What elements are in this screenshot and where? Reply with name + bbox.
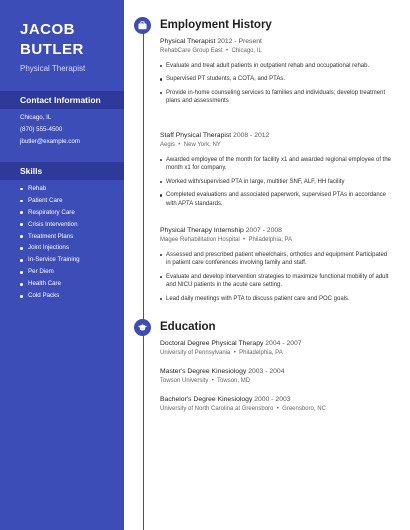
skill-item: Respiratory Care bbox=[20, 207, 80, 219]
school-location: Towson, MD bbox=[217, 378, 251, 384]
graduation-cap-icon bbox=[134, 319, 151, 336]
job-role: Physical Therapy Internship bbox=[160, 227, 244, 234]
job-dates: 2007 - 2008 bbox=[245, 227, 282, 234]
job-role: Physical Therapist bbox=[160, 38, 216, 45]
skills-list bbox=[20, 183, 80, 302]
job-entry-title bbox=[160, 227, 282, 234]
skills-heading: Skills bbox=[20, 166, 43, 176]
job-role: Staff Physical Therapist bbox=[160, 132, 232, 139]
school-name: University of Pennsylvania bbox=[160, 350, 231, 356]
bullet-item: Worked with/supervised PTA in large, multitier SNF, ALF, HH facility bbox=[166, 178, 392, 186]
job-employer: Aegis • New York, NY bbox=[160, 142, 221, 148]
job-dates: 2012 - Present bbox=[217, 38, 262, 45]
skill-item: Rehab bbox=[20, 183, 80, 195]
bullet-item: Awarded employee of the month for facility x1 and awarded regional employee of the month x1 for company. bbox=[166, 157, 392, 172]
bullet-item: Assessed and prescribed patient wheelchairs, orthotics and equipment Participated in patient care conferences involving family and staff. bbox=[166, 251, 392, 268]
job-bullets bbox=[166, 62, 392, 111]
skill-item: Health Care bbox=[20, 278, 80, 290]
job-entry-title bbox=[160, 38, 262, 45]
bullet-item: Completed evaluations and associated paperwork, supervised PTAs in accordance with APTA standards. bbox=[166, 191, 392, 208]
skill-item: In-Service Training bbox=[20, 254, 80, 266]
candidate-name bbox=[20, 20, 84, 60]
briefcase-icon bbox=[134, 17, 151, 34]
education-dates: 2000 - 2003 bbox=[254, 396, 291, 403]
skill-item: Cold Packs bbox=[20, 290, 80, 302]
contact-section-header bbox=[0, 91, 124, 109]
contact-email[interactable]: jbutler@example.com bbox=[20, 138, 80, 145]
skill-item: Per Diem bbox=[20, 266, 80, 278]
job-title: Physical Therapist bbox=[20, 64, 86, 73]
bullet-item: Supervised PT students, a COTA, and PTAs. bbox=[166, 75, 392, 83]
job-bullets bbox=[166, 251, 392, 308]
sidebar bbox=[0, 0, 124, 530]
skills-section-header bbox=[0, 162, 124, 180]
job-dates: 2008 - 2012 bbox=[233, 132, 270, 139]
degree: Bachelor's Degree Kinesiology bbox=[160, 396, 253, 403]
job-employer: RehabCare Group East • Chicago, IL bbox=[160, 48, 262, 54]
job-location: New York, NY bbox=[183, 142, 221, 148]
name-first: JACOB bbox=[20, 21, 76, 38]
contact-heading: Contact Information bbox=[20, 95, 101, 105]
degree: Doctoral Degree Physical Therapy bbox=[160, 340, 264, 347]
education-dates: 2003 - 2004 bbox=[248, 368, 285, 375]
name-last: BUTLER bbox=[20, 41, 84, 58]
job-bullets bbox=[166, 156, 392, 213]
job-location: Chicago, IL bbox=[231, 48, 262, 54]
degree: Master's Degree Kinesiology bbox=[160, 368, 247, 375]
education-school: Towson University • Towson, MD bbox=[160, 378, 251, 384]
bullet-item: Lead daily meetings with PTA to discuss patient care and POC goals. bbox=[166, 295, 392, 303]
job-company: Magee Rehabilitation Hospital bbox=[160, 237, 240, 243]
bullet-item: Evaluate and treat adult patients in outpatient rehab and occupational rehab. bbox=[166, 62, 392, 70]
skill-item: Joint Injections bbox=[20, 242, 80, 254]
education-entry-title bbox=[160, 396, 291, 403]
skill-item: Treatment Plans bbox=[20, 231, 80, 243]
education-school: University of Pennsylvania • Philadelphia, PA bbox=[160, 350, 283, 356]
job-employer: Magee Rehabilitation Hospital • Philadelphia, PA bbox=[160, 237, 293, 243]
job-location: Philadelphia, PA bbox=[248, 237, 293, 243]
bullet-item: Provide in-home counseling services to families and individuals; develop treatment plans and assessments bbox=[166, 89, 392, 106]
employment-heading: Employment History bbox=[160, 19, 272, 31]
education-heading: Education bbox=[160, 321, 216, 333]
job-company: Aegis bbox=[160, 142, 176, 148]
education-dates: 2004 - 2007 bbox=[265, 340, 302, 347]
skill-item: Crisis Intervention bbox=[20, 219, 80, 231]
school-name: Towson University bbox=[160, 378, 209, 384]
school-location: Philadelphia, PA bbox=[239, 350, 283, 356]
job-entry-title bbox=[160, 132, 269, 139]
school-location: Greensboro, NC bbox=[282, 406, 326, 412]
bullet-item: Evaluate and develop intervention strategies to maximize functional mobility of adult and NICU patients in the acute care setting. bbox=[166, 273, 392, 290]
education-entry-title bbox=[160, 368, 284, 375]
skill-item: Patient Care bbox=[20, 195, 80, 207]
contact-city: Chicago, IL bbox=[20, 114, 52, 121]
school-name: University of North Carolina at Greensboro bbox=[160, 406, 274, 412]
education-school: University of North Carolina at Greensboro • Greensboro, NC bbox=[160, 406, 326, 412]
contact-phone[interactable]: (870) 555-4500 bbox=[20, 126, 63, 133]
education-entry-title bbox=[160, 340, 302, 347]
timeline-line bbox=[143, 24, 145, 530]
job-company: RehabCare Group East bbox=[160, 48, 223, 54]
